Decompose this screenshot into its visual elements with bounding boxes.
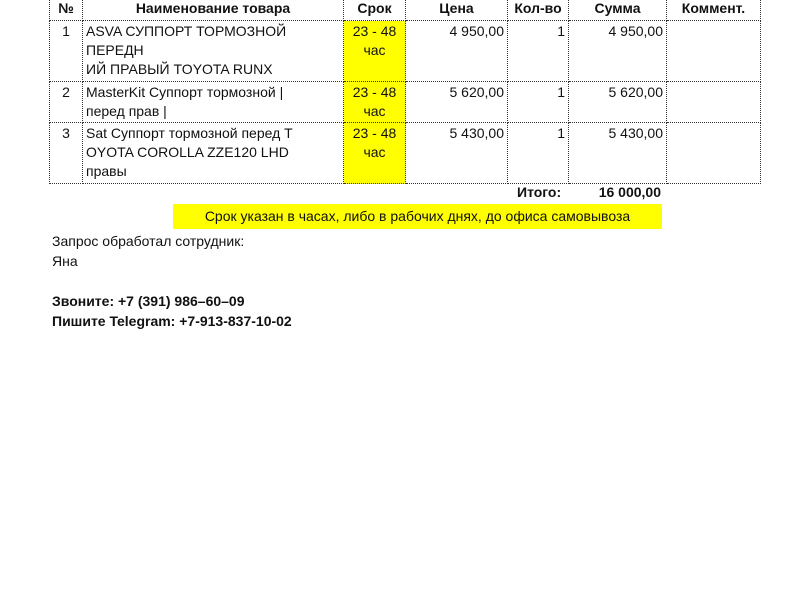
header-sum: Сумма [569,0,667,21]
product-name-line: MasterKit Суппорт тормозной | [86,84,284,100]
row-quantity: 1 [508,21,569,82]
row-comment [667,82,761,123]
header-term: Срок [344,0,406,21]
row-number: 2 [50,82,83,123]
product-name-line: Sat Суппорт тормозной перед T [86,125,293,141]
row-quantity: 1 [508,82,569,123]
term-line: 23 - 48 [352,23,397,39]
table-header-row [50,0,761,21]
term-line: час [363,42,386,58]
row-sum: 5 430,00 [569,123,667,184]
row-sum: 4 950,00 [569,21,667,82]
row-product-name [83,82,344,123]
total-value: 16 000,00 [598,184,661,200]
header-number: № [50,0,83,21]
term-note: Срок указан в часах, либо в рабочих днях, до офиса самовывоза [173,204,662,229]
header-quantity: Кол-во [508,0,569,21]
total-label: Итого: [517,184,562,200]
product-name-line: правы [86,163,127,179]
employee-name: Яна [52,253,78,269]
header-product-name: Наименование товара [83,0,344,21]
row-number: 3 [50,123,83,184]
telegram-contact: Пишите Telegram: +7-913-837-10-02 [52,313,292,329]
processed-by-label: Запрос обработал сотрудник: [52,233,245,249]
processed-by [52,231,244,271]
table-row [50,123,761,184]
term-line: 23 - 48 [352,125,397,141]
term-line: 23 - 48 [352,84,397,100]
row-number: 1 [50,21,83,82]
row-product-name [83,21,344,82]
row-comment [667,123,761,184]
row-term [344,82,406,123]
row-price: 5 430,00 [406,123,508,184]
table-row [50,21,761,82]
row-quantity: 1 [508,123,569,184]
term-line: час [363,103,386,119]
row-term [344,123,406,184]
product-name-line: ASVA СУППОРТ ТОРМОЗНОЙ [86,23,287,39]
row-comment [667,21,761,82]
contacts-block [52,291,292,331]
row-term [344,21,406,82]
product-name-line: ПЕРЕДН [86,42,144,58]
phone-contact: Звоните: +7 (391) 986–60–09 [52,293,245,309]
row-product-name [83,123,344,184]
quote-table [49,0,761,184]
row-price: 5 620,00 [406,82,508,123]
row-sum: 5 620,00 [569,82,667,123]
header-comment: Коммент. [667,0,761,21]
row-price: 4 950,00 [406,21,508,82]
term-line: час [363,144,386,160]
product-name-line: OYOTA COROLLA ZZE120 LHD [86,144,289,160]
product-name-line: перед прав | [86,103,167,119]
product-name-line: ИЙ ПРАВЫЙ TOYOTA RUNX [86,61,273,77]
table-row [50,82,761,123]
header-price: Цена [406,0,508,21]
